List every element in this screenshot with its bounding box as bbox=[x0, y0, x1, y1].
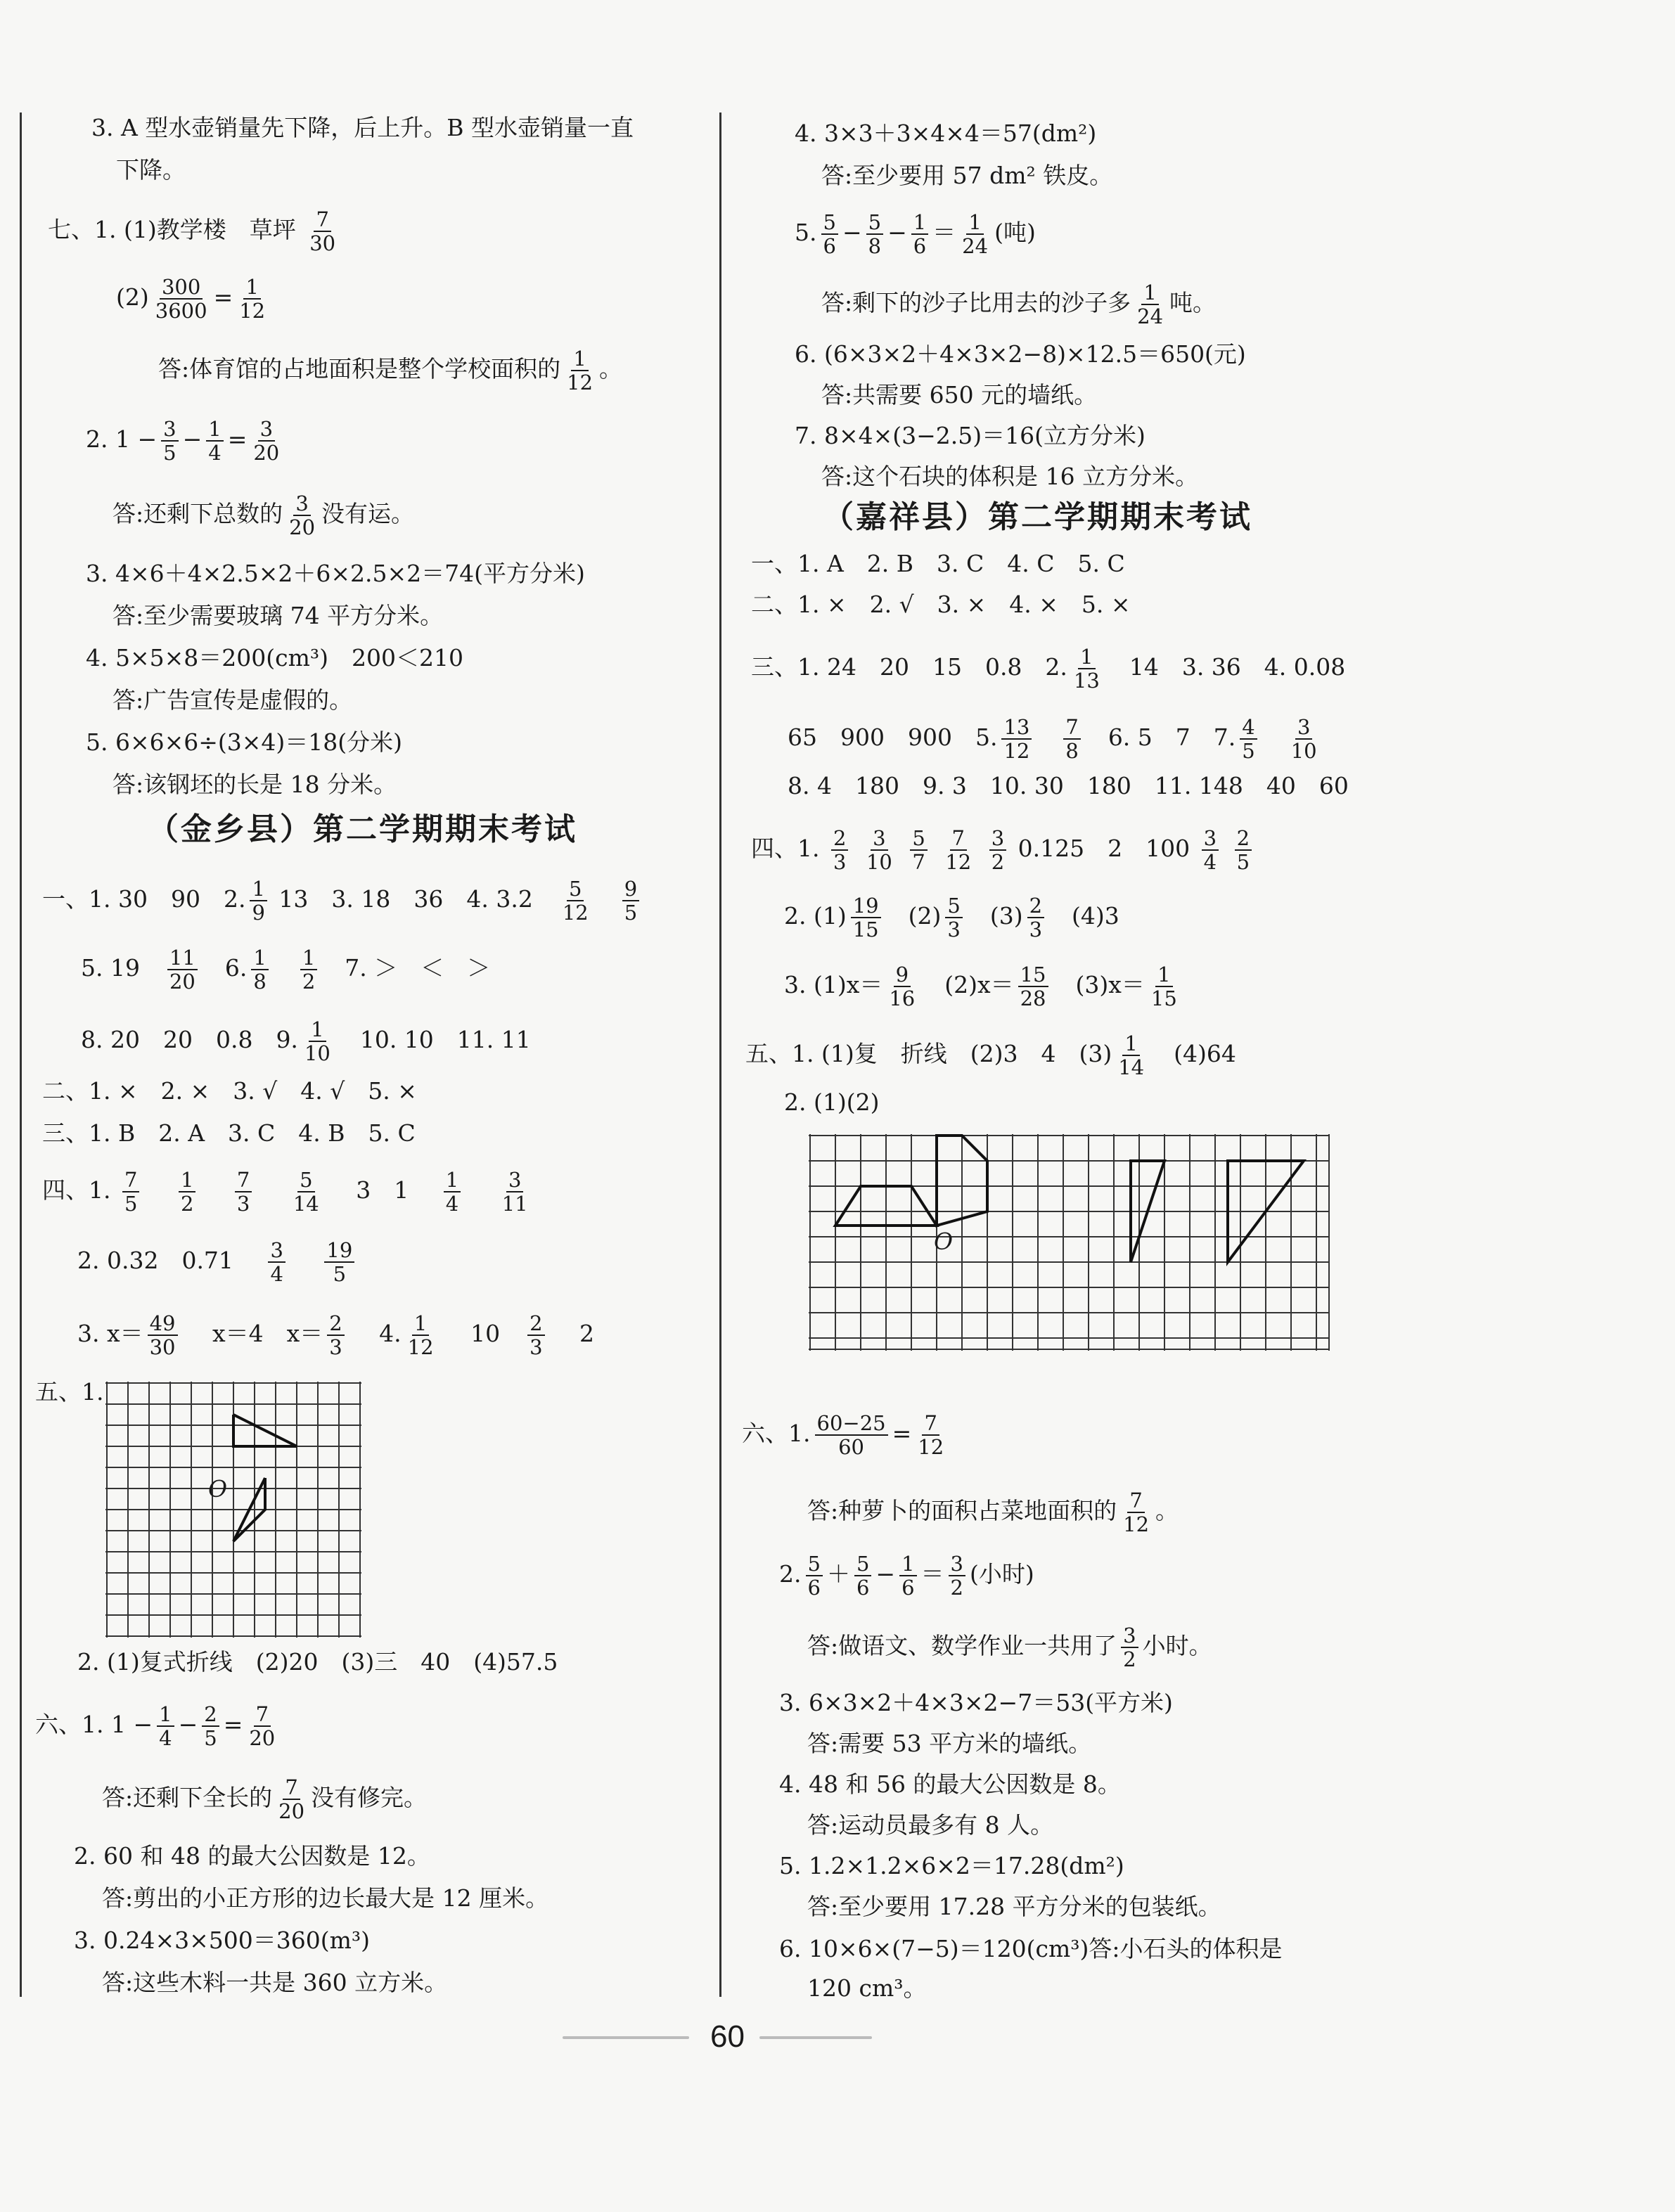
triangle-original bbox=[233, 1415, 297, 1446]
grid-diagram-right bbox=[809, 1134, 1333, 1352]
jinxiang-part4-2: 2. 0.32 0.71 $\frac{3}{4}$ $\frac{19}{5}$ bbox=[77, 1239, 359, 1285]
jiaxiang-part6-1: 六、1. $\frac{60-25}{60}$ = $\frac{7}{12}$ bbox=[742, 1411, 944, 1459]
q7-2: 2. 1 − $\frac{3}{5}$ − $\frac{1}{4}$ = $\frac{3}{20}$ bbox=[86, 417, 280, 465]
right-tail: 6. 10×6×(7−5)＝120(cm³)答:小石头的体积是 bbox=[779, 1935, 1283, 1962]
q7-1-2: (2) $\frac{300}{3600}$ = $\frac{1}{12}$ bbox=[116, 275, 266, 323]
jiaxiang-part3-2: 65 900 900 5. $\frac{13}{12}$ $\frac{7}{8}$ 6. 5 7 7. $\frac{4}{5}$ $\frac{3}{10}$ bbox=[788, 715, 1317, 763]
right-tail: 答:需要 53 平方米的墙纸。 bbox=[807, 1730, 1092, 1757]
jiaxiang-part4-1: 四、1. $\frac{2}{3}$ $\frac{3}{10}$ $\frac{5}{7}$ $\frac{7}{12}$ $\frac{3}{2}$ 0.125 2 100 $\frac{3}{4}$ $\frac{2}{5}$ bbox=[751, 827, 1256, 873]
right-tail: 4. 48 和 56 的最大公因数是 8。 bbox=[779, 1770, 1121, 1798]
jinxiang-part1-5: 5. 19 $\frac{11}{20}$ 6. $\frac{1}{8}$ $\frac{1}{2}$ 7. ＞ ＜ ＞ bbox=[81, 946, 491, 994]
section-heading-jinxiang: （金乡县）第二学期期末考试 bbox=[148, 811, 577, 847]
jiaxiang-part4-3: 3. (1)x＝ $\frac{9}{16}$ (2)x＝ $\frac{15}{28}$ (3)x＝ $\frac{1}{15}$ bbox=[784, 963, 1177, 1010]
jiaxiang-part5-1: 五、1. (1)复 折线 (2)3 4 (3) $\frac{1}{14}$ (4)64 bbox=[745, 1031, 1236, 1079]
jinxiang-part5-2: 2. (1)复式折线 (2)20 (3)三 40 (4)57.5 bbox=[77, 1648, 558, 1676]
right-tail: 5. 1.2×1.2×6×2＝17.28(dm²) bbox=[779, 1852, 1124, 1879]
right-q4: 4. 3×3＋3×4×4＝57(dm²) bbox=[795, 120, 1097, 147]
left-intro-line2: 下降。 bbox=[116, 156, 186, 184]
right-q4-answer: 答:至少要用 57 dm² 铁皮。 bbox=[821, 162, 1113, 189]
origin-label-right: O bbox=[934, 1228, 954, 1255]
jinxiang-part1-8: 8. 20 20 0.8 9. $\frac{1}{10}$ 10. 10 11. 11 bbox=[81, 1017, 531, 1065]
jiaxiang-part3-1: 三、1. 24 20 15 0.8 2. $\frac{1}{13}$ 14 3. 36 4. 0.08 bbox=[751, 645, 1346, 693]
jinxiang-part4-1: 四、1. $\frac{7}{5}$ $\frac{1}{2}$ $\frac{7}{3}$ $\frac{5}{14}$ 3 1 $\frac{1}{4}$ $\frac{3}{11}$ bbox=[42, 1168, 528, 1216]
answer-repair: 答:还剩下全长的 $\frac{7}{20}$ 没有修完。 bbox=[102, 1775, 428, 1823]
page-number: 60 bbox=[710, 2019, 745, 2054]
jiaxiang-part2: 二、1. × 2. √ 3. × 4. × 5. × bbox=[751, 591, 1131, 618]
center-divider bbox=[719, 112, 721, 1997]
right-line: 7. 8×4×(3−2.5)＝16(立方分米) bbox=[795, 422, 1145, 449]
left-line: 5. 6×6×6÷(3×4)＝18(分米) bbox=[86, 728, 403, 756]
jinxiang-part2: 二、1. × 2. × 3. √ 4. √ 5. × bbox=[42, 1077, 417, 1105]
right-line: 答:这个石块的体积是 16 立方分米。 bbox=[821, 463, 1199, 490]
answer-homework: 答:做语文、数学作业一共用了 $\frac{3}{2}$ 小时。 bbox=[807, 1623, 1212, 1671]
grid-diagram-left bbox=[105, 1382, 366, 1638]
origin-label-left: O bbox=[208, 1475, 228, 1503]
left-tail: 3. 0.24×3×500＝360(m³) bbox=[74, 1927, 370, 1954]
right-tail: 120 cm³。 bbox=[807, 1974, 927, 2002]
answer-remaining: 答:还剩下总数的 $\frac{3}{20}$ 没有运。 bbox=[113, 491, 415, 539]
right-line: 6. (6×3×2＋4×3×2−8)×12.5＝650(元) bbox=[795, 340, 1246, 368]
right-tail: 3. 6×3×2＋4×3×2−7＝53(平方米) bbox=[779, 1689, 1173, 1716]
jinxiang-part3: 三、1. B 2. A 3. C 4. B 5. C bbox=[42, 1119, 416, 1147]
left-tail: 2. 60 和 48 的最大公因数是 12。 bbox=[74, 1842, 430, 1870]
left-line: 答:至少需要玻璃 74 平方分米。 bbox=[113, 602, 444, 629]
jiaxiang-part3-3: 8. 4 180 9. 3 10. 30 180 11. 148 40 60 bbox=[788, 772, 1349, 799]
left-tail: 答:剪出的小正方形的边长最大是 12 厘米。 bbox=[102, 1884, 549, 1912]
left-line: 答:该钢坯的长是 18 分米。 bbox=[113, 771, 397, 798]
jiaxiang-part4-2: 2. (1) $\frac{19}{15}$ (2) $\frac{5}{3}$ (3) $\frac{2}{3}$ (4)3 bbox=[784, 894, 1119, 941]
left-intro-line1: 3. A 型水壶销量先下降，后上升。B 型水壶销量一直 bbox=[91, 114, 634, 141]
footer-deco-right bbox=[759, 2036, 872, 2039]
jinxiang-part4-3: 3. x＝ $\frac{49}{30}$ x＝4 x＝ $\frac{2}{3}$ 4. $\frac{1}{12}$ 10 $\frac{2}{3}$ 2 bbox=[77, 1311, 595, 1359]
left-line: 答:广告宣传是虚假的。 bbox=[113, 686, 353, 714]
fraction: $\frac{7}{30}$ bbox=[309, 207, 336, 255]
left-margin-line bbox=[20, 112, 22, 1997]
footer-deco-left bbox=[563, 2036, 689, 2039]
jiaxiang-part5-2: 2. (1)(2) bbox=[784, 1088, 880, 1116]
jinxiang-part1: 一、1. 30 90 2. $\frac{1}{9}$ 13 3. 18 36 4. 3.2 $\frac{5}{12}$ $\frac{9}{5}$ bbox=[42, 877, 643, 924]
jiaxiang-part1: 一、1. A 2. B 3. C 4. C 5. C bbox=[751, 550, 1125, 577]
answer-radish: 答:种萝卜的面积占菜地面积的 $\frac{7}{12}$ 。 bbox=[807, 1488, 1179, 1536]
jiaxiang-part6-2: 2. $\frac{5}{6}$ ＋ $\frac{5}{6}$ − $\frac{1}{6}$ ＝ $\frac{3}{2}$ (小时) bbox=[779, 1552, 1034, 1600]
right-q5: 5. $\frac{5}{6}$ − $\frac{5}{8}$ − $\frac{1}{6}$ ＝ $\frac{1}{24}$ (吨) bbox=[795, 210, 1036, 258]
left-line: 3. 4×6＋4×2.5×2＋6×2.5×2＝74(平方分米) bbox=[86, 560, 585, 587]
jinxiang-part6-1: 六、1. 1 − $\frac{1}{4}$ − $\frac{2}{5}$ = $\frac{7}{20}$ bbox=[35, 1702, 276, 1750]
left-line: 4. 5×5×8＝200(cm³) 200＜210 bbox=[86, 644, 463, 671]
answer-gym: 答:体育馆的占地面积是整个学校面积的 $\frac{1}{12}$ 。 bbox=[158, 347, 623, 394]
jinxiang-part5-1: 五、1. bbox=[35, 1378, 104, 1406]
right-line: 答:共需要 650 元的墙纸。 bbox=[821, 381, 1098, 409]
right-q5-answer: 答:剩下的沙子比用去的沙子多 $\frac{1}{24}$ 吨。 bbox=[821, 281, 1217, 328]
right-tail: 答:至少要用 17.28 平方分米的包装纸。 bbox=[807, 1893, 1221, 1920]
section-heading-jiaxiang: （嘉祥县）第二学期期末考试 bbox=[823, 499, 1252, 535]
left-tail: 答:这些木料一共是 360 立方米。 bbox=[102, 1969, 448, 1996]
right-tail: 答:运动员最多有 8 人。 bbox=[807, 1811, 1054, 1839]
q7-1-1: 七、1. (1)教学楼 草坪 $\frac{7}{30}$ bbox=[48, 208, 342, 255]
